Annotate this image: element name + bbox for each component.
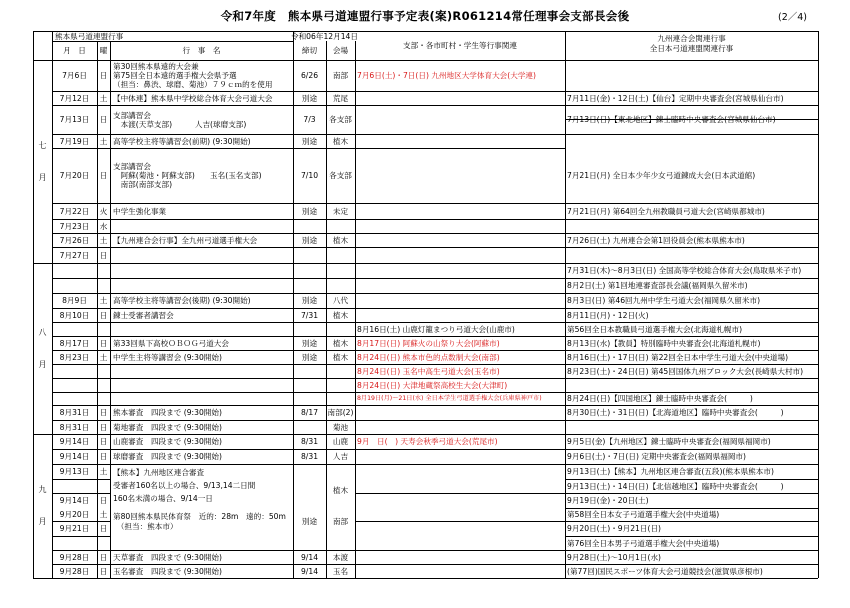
date-cell: 7月6日	[62, 71, 87, 80]
event-cell: 中学生主将等講習会 (9:30開始)	[113, 352, 222, 362]
kyushu-cell: 7月21日(月) 全日本少年少女弓道錬成大会(日本武道館)	[567, 171, 756, 180]
header-sub-rule	[52, 41, 293, 42]
date-cell: 9月14日	[59, 437, 90, 446]
event-cell: 錬士受審者講習会	[113, 310, 174, 320]
day-cell: 日	[99, 310, 108, 320]
day-cell: 水	[99, 221, 108, 231]
header-date: 月 日	[63, 46, 86, 55]
local-cell: 8月24日(日) 熊本市色的点数制大会(南部)	[357, 352, 500, 362]
date-cell: 7月26日	[59, 235, 90, 245]
kyushu-cell: 8月24日(日)【四国地区】錬士臨時中央審査会( )	[567, 394, 753, 403]
day-cell: 日	[99, 452, 108, 461]
event-cell: 山鹿審査 四段まで (9:30開始)	[113, 437, 222, 446]
venue-cell: 本渡	[332, 552, 349, 562]
local-cell: 8月24日(日) 大津地蔵祭高校生大会(大津町)	[357, 380, 508, 390]
header-kyushu-2: 全日本弓道連盟関連行事	[649, 44, 734, 53]
kyushu-cell: 9月28日(土)～10月1日(水)	[567, 552, 661, 562]
venue-cell: 植木	[332, 352, 349, 362]
kyushu-exam-event: 160名未満の場合、9/14一日	[113, 494, 213, 503]
date-cell: 7月23日	[59, 221, 90, 231]
kyushu-rule	[565, 521, 818, 522]
local-cell: 8月16日(土) 山鹿灯籠まつり弓道大会(山鹿市)	[357, 324, 515, 334]
kyushu-cell: 9月13日(土)・14日(日)【北信越地区】臨時中央審査会( )	[567, 481, 784, 491]
date-cell: 7月20日	[59, 171, 90, 180]
kyushu-cell: 7月11日(金)・12日(土)【仙台】定期中央審査会(宮城県仙台市)	[567, 93, 784, 103]
col-local-rule	[565, 31, 566, 578]
day-cell: 日	[99, 171, 108, 180]
kyushu-rule	[565, 203, 818, 204]
kyushu-cell: 8月30日(土)・31日(日)【北海道地区】臨時中央審査会( )	[567, 408, 784, 417]
venue-cell: 南部(2)	[327, 408, 354, 417]
row-rule-r20	[52, 405, 565, 406]
venue-cell: 菊池	[332, 422, 349, 432]
row-rule-r23	[52, 449, 565, 450]
row-rule-r6	[52, 203, 565, 204]
day-cell: 土	[99, 510, 108, 519]
date-cell: 9月13日	[59, 467, 90, 476]
row-rule-r13	[52, 308, 565, 309]
local-cell: 8月17日(日) 阿蘇火の山祭り大会(阿蘇市)	[357, 338, 500, 348]
date-cell: 8月31日	[59, 422, 90, 432]
deadline-cell: 別途	[301, 136, 318, 146]
day-cell: 土	[99, 93, 108, 103]
deadline-cell: 7/10	[300, 171, 319, 180]
header-org: 熊本県弓道連盟行事	[55, 32, 124, 41]
date-cell: 7月27日	[59, 250, 90, 260]
event-cell: 第33回県下高校ＯＢＯＧ弓道大会	[113, 338, 229, 348]
day-cell: 日	[99, 524, 108, 533]
deadline-cell: 別途	[301, 296, 318, 305]
date-cell: 9月21日	[59, 524, 90, 533]
day-cell: 日	[99, 437, 108, 446]
row-rule-r4	[52, 134, 565, 135]
event-cell: 第75回全日本遠的選手権大会県予選	[113, 71, 237, 80]
event-cell: 阿蘇(菊池・阿蘇支部) 玉名(玉名支部)	[113, 171, 262, 180]
day-cell: 日	[99, 566, 108, 576]
kokutai-event: （担当：熊本市）	[113, 522, 178, 531]
header-venue: 会場	[332, 46, 349, 55]
local-cell: 9月 日( ) 天寿会秋季弓道大会(荒尾市)	[357, 437, 498, 446]
kokutai-venue: 南部	[332, 517, 349, 526]
kyushu-rule	[565, 378, 818, 379]
venue-cell: 荒尾	[332, 93, 349, 103]
deadline-cell: 別途	[301, 352, 318, 362]
kyushu-rule	[565, 392, 818, 393]
venue-cell: 八代	[332, 296, 349, 305]
date-cell: 7月19日	[59, 136, 90, 146]
kyushu-rule	[565, 405, 818, 406]
deadline-cell: 9/14	[300, 566, 319, 576]
kyushu-cell: 7月31日(木)～8月3日(日) 全国高等学校総合体育大会(鳥取県米子市)	[567, 266, 802, 275]
header-day: 曜	[99, 46, 108, 55]
kyushu-rule	[565, 105, 818, 106]
day-cell: 日	[99, 496, 108, 505]
day-cell: 日	[99, 552, 108, 562]
kyushu-cell: 第76回全日本男子弓道選手権大会(中央道場)	[567, 538, 720, 548]
event-cell: 熊本審査 四段まで (9:30開始)	[113, 408, 222, 417]
venue-cell: 植木	[332, 136, 349, 146]
kyushu-cell: 9月19日(金)・20日(土)	[567, 496, 649, 505]
kyushu-rule	[565, 434, 818, 435]
header-event: 行 事 名	[182, 46, 221, 55]
venue-cell: 山鹿	[332, 437, 349, 446]
kyushu-rule	[565, 308, 818, 309]
event-cell: 菊地審査 四段まで (9:30開始)	[113, 422, 222, 432]
table-right-border	[818, 31, 819, 578]
header-bottom-rule	[33, 60, 818, 61]
day-cell: 日	[99, 422, 108, 432]
kyushu-rule	[565, 536, 818, 537]
row-rule-r11	[52, 278, 565, 279]
kyushu-rule	[565, 134, 818, 135]
deadline-cell: 9/14	[300, 552, 319, 562]
row-rule-r7	[52, 219, 565, 220]
kyushu-cell: 7月13日(日)【東北地区】錬士臨時中央審査会(宮城県仙台市)	[567, 115, 776, 124]
day-cell: 日	[99, 338, 108, 348]
date-cell: 7月13日	[59, 115, 90, 124]
page-number: (2／4)	[778, 12, 808, 23]
local-cell: 8月19日(月)～21日(水) 全日本学生弓道選手権大会(兵庫県神戸市)	[357, 395, 542, 402]
venue-cell: 各支部	[329, 115, 352, 124]
header-kyushu-1: 九州連合会関連行事	[657, 34, 726, 43]
day-cell: 土	[99, 467, 108, 476]
deadline-cell: 別途	[301, 338, 318, 348]
date-cell: 9月28日	[59, 566, 90, 576]
event-cell: 玉名審査 四段まで (9:30開始)	[113, 566, 222, 576]
kyushu-rule	[565, 449, 818, 450]
date-cell: 8月17日	[59, 338, 90, 348]
local-cell: 7月6日(土)・7日(日) 九州地区大学体育大会(大学連)	[357, 71, 536, 80]
event-cell: 【中体連】熊本県中学校総合体育大会弓道大会	[113, 93, 273, 103]
deadline-cell: 7/31	[300, 310, 319, 320]
date-cell: 9月28日	[59, 552, 90, 562]
kyushu-exam-event: 受審者160名以上の場合、9/13,14二日間	[113, 481, 256, 490]
kyushu-cell: 8月16日(土)・17日(日) 第22回全日本中学生弓道大会(中央道場)	[567, 352, 789, 362]
kyushu-rule	[565, 550, 818, 551]
venue-cell: 各支部	[329, 171, 352, 180]
kyushu-rule	[565, 278, 818, 279]
day-cell: 日	[99, 71, 108, 80]
event-cell: 球磨審査 四段まで (9:30開始)	[113, 452, 222, 461]
row-rule-r5	[52, 148, 565, 149]
kyushu-cell: 8月23日(土)・24日(日) 第45回国体九州ブロック大会(長崎県大村市)	[567, 366, 804, 376]
date-cell: 8月23日	[59, 352, 90, 362]
kyushu-cell: 8月11日(月)・12日(火)	[567, 310, 649, 320]
col-deadline-rule	[326, 464, 327, 550]
event-cell: 第30回熊本県遠的大会兼	[113, 62, 199, 71]
kyushu-rule	[565, 263, 818, 264]
kyushu-rule	[565, 247, 818, 248]
row-rule-r2	[52, 91, 565, 92]
kyushu-cell: 第56回全日本教職員弓道選手権大会(北海道札幌市)	[567, 324, 743, 334]
kyushu-rule	[565, 322, 818, 323]
kyushu-rule	[565, 219, 818, 220]
kyushu-cell: 7月26日(土) 九州連合会第1回役員会(熊本県熊本市)	[567, 235, 745, 245]
kyushu-rule	[565, 233, 818, 234]
event-cell: 天草審査 四段まで (9:30開始)	[113, 552, 222, 562]
kyushu-exam-event: 【熊本】九州地区連合審査	[113, 468, 205, 477]
event-cell: 中学生強化事業	[113, 206, 167, 216]
event-cell: 支部講習会	[113, 162, 151, 171]
day-cell: 土	[99, 352, 108, 362]
row-rule-r31	[52, 564, 565, 565]
row-rule-r15	[52, 336, 565, 337]
event-cell: 支部講習会	[113, 110, 151, 120]
kyushu-rule	[565, 293, 818, 294]
table-bottom-border	[33, 578, 818, 579]
deadline-cell: 別途	[301, 206, 318, 216]
deadline-cell: 8/31	[300, 452, 319, 461]
kyushu-rule	[565, 420, 818, 421]
row-rule-r30	[52, 550, 565, 551]
month-august: 八 月	[38, 327, 47, 369]
day-cell: 日	[99, 115, 108, 124]
kyushu-rule	[565, 91, 818, 92]
kyushu-cell: 8月13日(水)【教員】特別臨時中央審査会(北海道札幌市)	[567, 338, 761, 348]
col-venue-rule	[355, 41, 356, 578]
kyushu-rule	[565, 350, 818, 351]
row-rule-r10	[52, 263, 565, 264]
venue-cell: 植木	[332, 338, 349, 348]
kyushu-rule	[565, 364, 818, 365]
kyushu-cell: 8月2日(土) 第1回地連審査部長会議(福岡県久留米市)	[567, 281, 748, 290]
venue-cell: 未定	[332, 206, 349, 216]
day-cell: 火	[99, 206, 108, 216]
date-cell: 8月10日	[59, 310, 90, 320]
kyushu-cell: 第58回全日本女子弓道選手権大会(中央道場)	[567, 510, 720, 519]
date-cell: 7月12日	[59, 93, 90, 103]
header-date-stamp: 令和06年12月14日	[291, 32, 358, 41]
row-rule-r16	[52, 350, 565, 351]
kyushu-cell: 8月3日(日) 第46回九州中学生弓道大会(福岡県久留米市)	[567, 296, 761, 305]
kyushu-rule	[565, 336, 818, 337]
day-cell: 日	[99, 408, 108, 417]
row-rule-r17	[52, 364, 565, 365]
kyushu-exam-venue: 植木	[332, 486, 349, 495]
deadline-cell: 8/17	[300, 408, 319, 417]
deadline-cell: 別途	[301, 235, 318, 245]
deadline-cell: 別途	[301, 93, 318, 103]
schedule-table	[33, 31, 818, 578]
row-rule-r14	[52, 322, 565, 323]
event-cell: 高等学校主将等講習会(後期) (9:30開始)	[113, 296, 251, 305]
row-rule-r12	[52, 293, 565, 294]
kyushu-rule	[565, 493, 818, 494]
deadline-cell: 8/31	[300, 437, 319, 446]
day-cell: 土	[99, 235, 108, 245]
event-cell: （担当：鼻渋、球磨、菊池）７９ｃｍ的を使用	[113, 80, 273, 89]
row-rule-r18	[52, 378, 565, 379]
date-cell: 9月14日	[59, 496, 90, 505]
deadline-cell: 7/3	[303, 115, 316, 124]
row-rule-r22	[52, 434, 565, 435]
date-cell: 8月9日	[62, 296, 87, 305]
month-july: 七 月	[38, 140, 47, 182]
page-title: 令和7年度 熊本県弓道連盟行事予定表(案)R061214常任理事会支部長会後	[220, 9, 630, 23]
date-cell: 9月14日	[59, 452, 90, 461]
venue-cell: 植木	[332, 235, 349, 245]
kyushu-cell: 9月5日(金)【九州地区】錬士臨時中央審査会(福岡県福岡市)	[567, 437, 771, 446]
merged-cell	[294, 509, 355, 550]
kyushu-cell: (第77回)国民スポーツ体育大会弓道競技会(滋賀県彦根市)	[567, 566, 763, 576]
deadline-cell: 6/26	[300, 71, 319, 80]
day-cell: 土	[99, 296, 108, 305]
kyushu-cell: 9月20日(土)・9月21日(日)	[567, 524, 661, 533]
kokutai-event: 第80回熊本県民体育祭 近的：28m 遠的：50m	[113, 512, 286, 521]
kyushu-cell: 9月13日(土)【熊本】九州地区連合審査(五段)(熊本県熊本市)	[567, 467, 774, 476]
day-cell: 土	[99, 136, 108, 146]
row-rule-r19	[52, 392, 565, 393]
kyushu-cell: 7月21日(月) 第64回全九州教職員弓道大会(宮崎県都城市)	[567, 206, 765, 216]
kyushu-rule	[565, 564, 818, 565]
day-cell: 日	[99, 250, 108, 260]
row-rule-r8	[52, 233, 565, 234]
venue-cell: 玉名	[332, 566, 349, 576]
event-cell: 南部(南部支部)	[113, 180, 173, 189]
venue-cell: 南部	[332, 71, 349, 80]
event-cell: 高等学校主将等講習会(前期) (9:30開始)	[113, 136, 251, 146]
kyushu-rule	[565, 508, 818, 509]
header-deadline: 締切	[301, 46, 318, 55]
month-september: 九 月	[38, 485, 47, 526]
event-cell: 【九州連合会行事】全九州弓道選手権大会	[113, 235, 258, 245]
row-rule-r3	[52, 105, 565, 106]
venue-cell: 人吉	[332, 452, 349, 461]
kyushu-cell: 9月6日(土)・7日(日) 定期中央審査会(福岡県福岡市)	[567, 452, 746, 461]
row-rule-r9	[52, 247, 565, 248]
row-rule-r21	[52, 420, 565, 421]
kyushu-rule	[565, 464, 818, 465]
date-cell: 9月20日	[59, 510, 90, 519]
kokutai-deadline: 別途	[301, 517, 318, 526]
venue-cell: 植木	[332, 310, 349, 320]
local-cell: 8月24日(日) 玉名中高生弓道大会(玉名市)	[357, 366, 500, 376]
header-local: 支部・各市町村・学生等行事関連	[403, 41, 517, 50]
event-cell: 本渡(天草支部) 人吉(球磨支部)	[113, 119, 247, 129]
date-cell: 7月22日	[59, 206, 90, 216]
date-cell: 8月31日	[59, 408, 90, 417]
col-event-rule	[293, 464, 294, 550]
kyushu-rule	[565, 479, 818, 480]
